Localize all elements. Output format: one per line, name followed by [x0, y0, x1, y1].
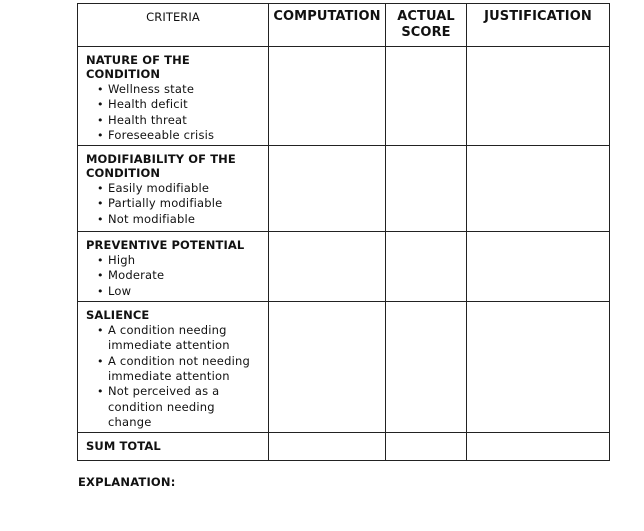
justification-cell[interactable] [467, 433, 610, 461]
criteria-options [86, 82, 262, 143]
list-item: • High [108, 253, 262, 268]
criteria-title: PREVENTIVE POTENTIAL [86, 238, 245, 253]
actual-score-cell[interactable] [386, 232, 467, 302]
computation-cell[interactable] [269, 146, 386, 232]
computation-cell[interactable] [269, 47, 386, 146]
table-row-nature-of-condition [78, 47, 610, 146]
list-item-line3: change [108, 414, 152, 429]
list-item: • Easily modifiable [108, 181, 262, 196]
list-item: • Foreseeable crisis [108, 128, 262, 143]
table-row-preventive-potential [78, 232, 610, 302]
header-justification-label: JUSTIFICATION [484, 9, 592, 24]
table-row-modifiability [78, 146, 610, 232]
computation-cell[interactable] [269, 232, 386, 302]
actual-score-cell[interactable] [386, 146, 467, 232]
list-item [108, 384, 262, 430]
list-item-line1: A condition not needing [108, 353, 250, 368]
criteria-options [86, 323, 262, 430]
criteria-title [86, 152, 262, 180]
explanation-label: EXPLANATION: [78, 475, 176, 489]
computation-cell[interactable] [269, 433, 386, 461]
list-item-line2: immediate attention [108, 338, 230, 353]
header-criteria [78, 4, 269, 47]
list-item [108, 354, 262, 385]
header-actual-line1: ACTUAL [397, 9, 455, 24]
header-actual-score [386, 4, 467, 47]
header-computation [269, 4, 386, 47]
header-criteria-label: CRITERIA [146, 10, 200, 24]
actual-score-cell[interactable] [386, 47, 467, 146]
justification-cell[interactable] [467, 146, 610, 232]
table-header-row [78, 4, 610, 47]
list-item-line1: Not perceived as a [108, 384, 220, 399]
justification-cell[interactable] [467, 232, 610, 302]
criteria-cell [78, 232, 269, 302]
justification-cell[interactable] [467, 47, 610, 146]
list-item-line2: immediate attention [108, 369, 230, 384]
list-item: • Moderate [108, 268, 262, 283]
table-row-salience [78, 302, 610, 433]
criteria-title-line1: MODIFIABILITY OF THE [86, 152, 236, 167]
criteria-title-line2: CONDITION [86, 166, 161, 181]
list-item: • Wellness state [108, 82, 262, 97]
list-item: • Low [108, 284, 262, 299]
list-item [108, 323, 262, 354]
criteria-title: NATURE OF THE CONDITION [86, 53, 190, 81]
header-actual-line2: SCORE [401, 25, 451, 40]
family-nursing-problem-scoring-table [77, 3, 610, 461]
criteria-cell [78, 146, 269, 232]
header-computation-label: COMPUTATION [273, 9, 381, 24]
list-item: • Health deficit [108, 97, 262, 112]
criteria-cell [78, 47, 269, 146]
criteria-cell [78, 302, 269, 433]
sum-total-label: SUM TOTAL [86, 439, 161, 454]
criteria-options [86, 181, 262, 227]
computation-cell[interactable] [269, 302, 386, 433]
list-item: • Not modifiable [108, 212, 262, 227]
table-row-sum-total [78, 433, 610, 461]
header-justification [467, 4, 610, 47]
sum-total-cell [78, 433, 269, 461]
header-actual-score-label [386, 4, 466, 41]
justification-cell[interactable] [467, 302, 610, 433]
list-item: • Health threat [108, 113, 262, 128]
criteria-options [86, 253, 262, 299]
list-item-line2: condition needing [108, 399, 215, 414]
criteria-title: SALIENCE [86, 308, 150, 323]
list-item: • Partially modifiable [108, 196, 262, 211]
actual-score-cell[interactable] [386, 302, 467, 433]
actual-score-cell[interactable] [386, 433, 467, 461]
list-item-line1: A condition needing [108, 323, 227, 338]
